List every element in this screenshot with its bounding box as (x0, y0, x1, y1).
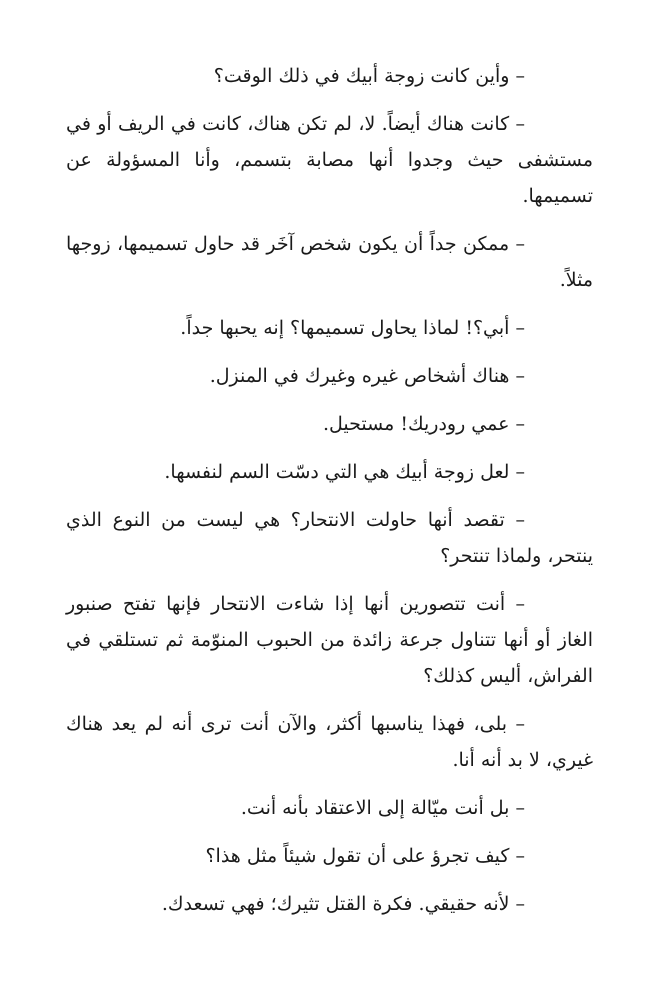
dialogue-line-12: – كيف تجرؤ على أن تقول شيئاً مثل هذا؟ (205, 845, 525, 867)
dialogue-line-10: – بلى، فهذا يناسبها أكثر، والآن أنت ترى أنه لم يعد هناك غيري، لا بد أنه أنا. (66, 713, 593, 771)
dialogue-line-11: – بل أنت ميّالة إلى الاعتقاد بأنه أنت. (240, 797, 525, 819)
dialogue-line-13: – لأنه حقيقي. فكرة القتل تثيرك؛ فهي تسعدك. (161, 893, 525, 915)
dialogue-line-6: – عمي رودريك! مستحيل. (323, 413, 525, 435)
dialogue-line-3: – ممكن جداً أن يكون شخص آخَر قد حاول تسميمها، زوجها مثلاً. (66, 233, 593, 291)
dialogue-line-7: – لعل زوجة أبيك هي التي دسّت السم لنفسها. (164, 461, 525, 483)
dialogue-line-8: – تقصد أنها حاولت الانتحار؟ هي ليست من النوع الذي ينتحر، ولماذا تنتحر؟ (66, 509, 593, 567)
dialogue-line-4: – أبي؟! لماذا يحاول تسميمها؟ إنه يحبها جداً. (180, 317, 525, 339)
dialogue-line-5: – هناك أشخاص غيره وغيرك في المنزل. (209, 365, 525, 387)
dialogue-line-1: – وأين كانت زوجة أبيك في ذلك الوقت؟ (213, 65, 525, 87)
dialogue-line-9: – أنت تتصورين أنها إذا شاءت الانتحار فإنها تفتح صنبور الغاز أو أنها تتناول جرعة زائدة من الحبوب المنوّمة ثم تستلقي في الفراش، أليس كذلك؟ (66, 593, 593, 687)
dialogue-line-2: – كانت هناك أيضاً. لا، لم تكن هناك، كانت في الريف أو في مستشفى حيث وجدوا أنها مصابة بتسمم، وأنا المسؤولة عن تسميمها. (66, 113, 593, 207)
